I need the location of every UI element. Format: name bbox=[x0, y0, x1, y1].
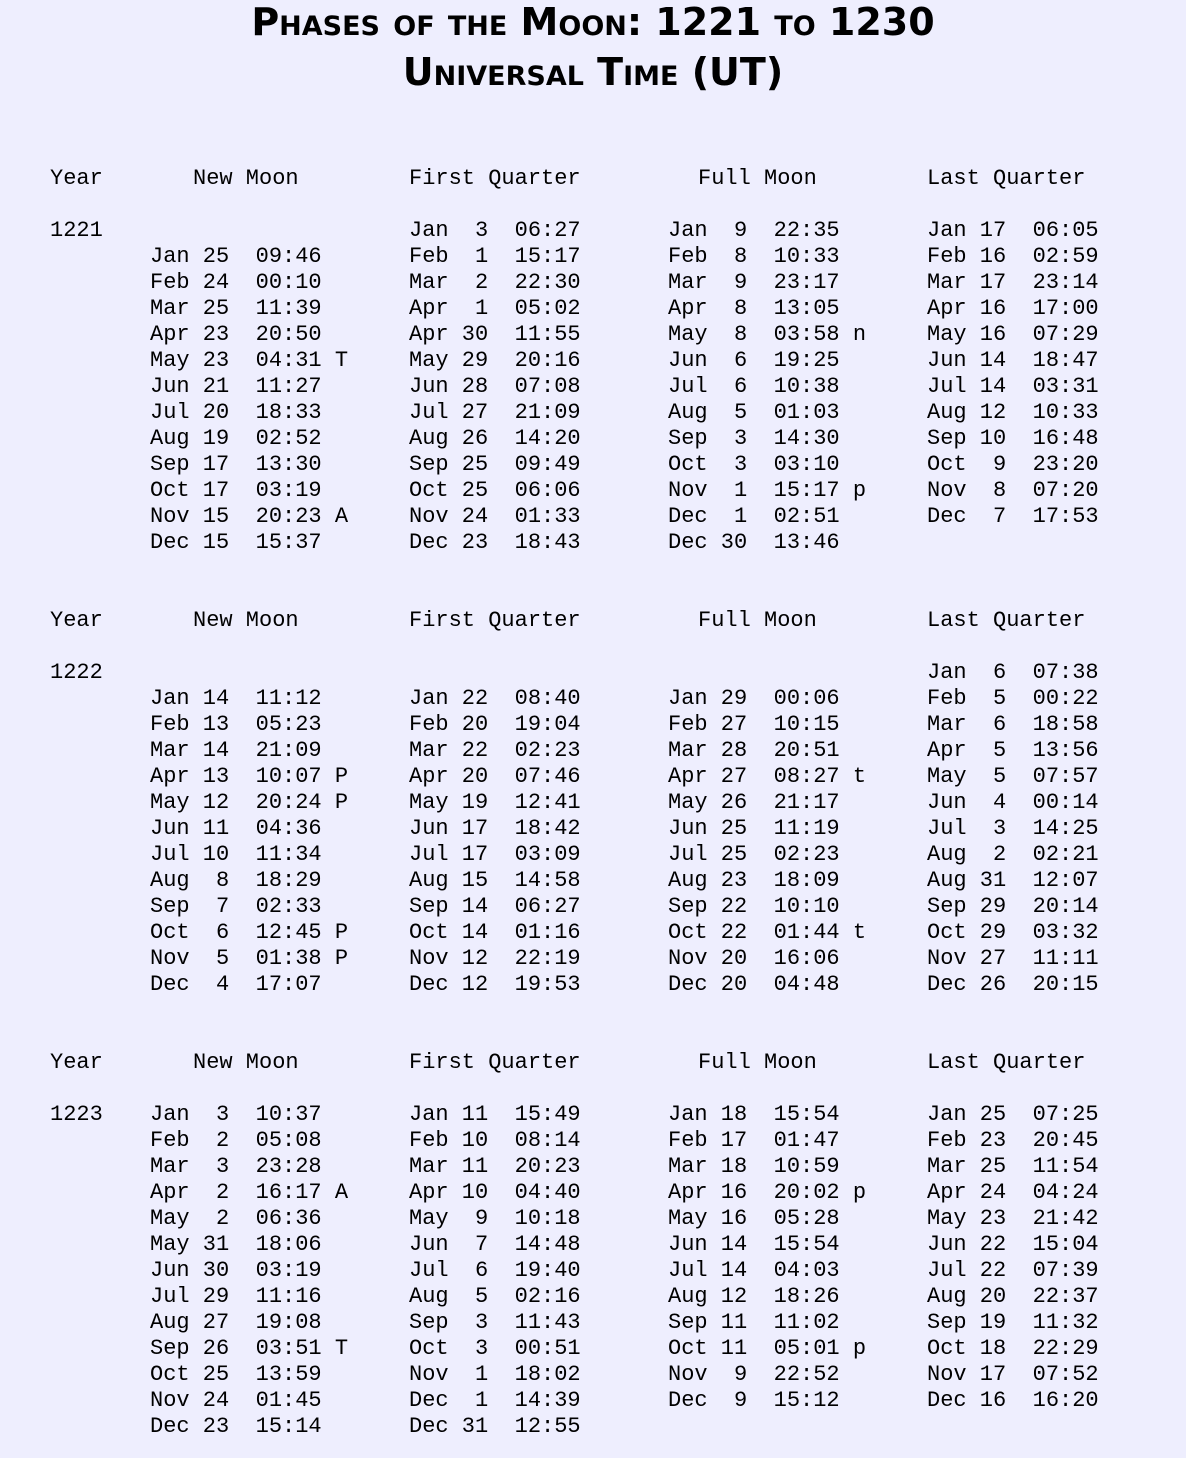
phase-entry-first-quarter: May 19 12:41 bbox=[409, 790, 581, 815]
phase-entry-full-moon: Jun 25 11:19 bbox=[668, 816, 840, 841]
phase-entry-new-moon: Apr 23 20:50 bbox=[150, 322, 322, 347]
page-subtitle: Universal Time (UT) bbox=[402, 50, 784, 94]
phase-entry-first-quarter: Aug 26 14:20 bbox=[409, 426, 581, 451]
phase-entry-new-moon: Oct 6 12:45 P bbox=[150, 920, 349, 945]
phase-entry-last-quarter: Jun 4 00:14 bbox=[927, 790, 1099, 815]
phase-entry-full-moon: Mar 9 23:17 bbox=[668, 270, 840, 295]
phase-entry-new-moon: Jul 10 11:34 bbox=[150, 842, 322, 867]
phase-entry-new-moon: Jun 11 04:36 bbox=[150, 816, 322, 841]
phase-entry-first-quarter: Dec 12 19:53 bbox=[409, 972, 581, 997]
phase-entry-full-moon: Nov 1 15:17 p bbox=[668, 478, 867, 503]
phase-entry-last-quarter: Sep 29 20:14 bbox=[927, 894, 1099, 919]
phase-entry-new-moon: Jul 20 18:33 bbox=[150, 400, 322, 425]
phase-entry-full-moon: Sep 3 14:30 bbox=[668, 426, 840, 451]
phase-entry-last-quarter: Oct 18 22:29 bbox=[927, 1336, 1099, 1361]
phase-entry-full-moon: Dec 1 02:51 bbox=[668, 504, 840, 529]
phase-entry-full-moon: Feb 8 10:33 bbox=[668, 244, 840, 269]
phase-entry-first-quarter: Dec 31 12:55 bbox=[409, 1414, 581, 1439]
phase-entry-last-quarter: Jul 3 14:25 bbox=[927, 816, 1099, 841]
header-year: Year bbox=[50, 166, 103, 191]
phase-entry-full-moon: Jul 14 04:03 bbox=[668, 1258, 840, 1283]
phase-entry-first-quarter: Feb 1 15:17 bbox=[409, 244, 581, 269]
phase-entry-full-moon: Feb 27 10:15 bbox=[668, 712, 840, 737]
phase-entry-full-moon: May 26 21:17 bbox=[668, 790, 840, 815]
phase-entry-full-moon: Aug 12 18:26 bbox=[668, 1284, 840, 1309]
phase-entry-first-quarter: Apr 1 05:02 bbox=[409, 296, 581, 321]
phase-entry-last-quarter: Mar 17 23:14 bbox=[927, 270, 1099, 295]
phase-entry-full-moon: Mar 28 20:51 bbox=[668, 738, 840, 763]
phase-entry-full-moon: Aug 23 18:09 bbox=[668, 868, 840, 893]
phase-entry-new-moon: Dec 4 17:07 bbox=[150, 972, 322, 997]
phase-entry-last-quarter: Oct 29 03:32 bbox=[927, 920, 1099, 945]
phase-entry-new-moon: Nov 15 20:23 A bbox=[150, 504, 349, 529]
phase-entry-full-moon: Sep 11 11:02 bbox=[668, 1310, 840, 1335]
phase-entry-first-quarter: Jan 3 06:27 bbox=[409, 218, 581, 243]
phase-entry-first-quarter: Sep 25 09:49 bbox=[409, 452, 581, 477]
phase-entry-last-quarter: Jul 14 03:31 bbox=[927, 374, 1099, 399]
phase-entry-new-moon: Oct 17 03:19 bbox=[150, 478, 322, 503]
phase-entry-new-moon: May 12 20:24 P bbox=[150, 790, 349, 815]
phase-entry-full-moon: Nov 9 22:52 bbox=[668, 1362, 840, 1387]
phase-entry-last-quarter: Aug 31 12:07 bbox=[927, 868, 1099, 893]
phase-entry-new-moon: Sep 17 13:30 bbox=[150, 452, 322, 477]
phase-entry-first-quarter: Jun 17 18:42 bbox=[409, 816, 581, 841]
phase-entry-last-quarter: Dec 26 20:15 bbox=[927, 972, 1099, 997]
header-first-quarter: First Quarter bbox=[409, 166, 581, 191]
phase-entry-last-quarter: Nov 8 07:20 bbox=[927, 478, 1099, 503]
phase-entry-first-quarter: Nov 1 18:02 bbox=[409, 1362, 581, 1387]
phase-entry-full-moon: Aug 5 01:03 bbox=[668, 400, 840, 425]
phase-entry-new-moon: Feb 24 00:10 bbox=[150, 270, 322, 295]
phase-entry-last-quarter: Aug 12 10:33 bbox=[927, 400, 1099, 425]
phase-entry-full-moon: Jun 6 19:25 bbox=[668, 348, 840, 373]
header-year: Year bbox=[50, 608, 103, 633]
phase-entry-full-moon: Dec 20 04:48 bbox=[668, 972, 840, 997]
phase-entry-full-moon: Jan 29 00:06 bbox=[668, 686, 840, 711]
phase-entry-first-quarter: Mar 22 02:23 bbox=[409, 738, 581, 763]
phase-entry-new-moon: Jun 21 11:27 bbox=[150, 374, 322, 399]
phase-entry-last-quarter: May 16 07:29 bbox=[927, 322, 1099, 347]
phase-entry-first-quarter: Jul 17 03:09 bbox=[409, 842, 581, 867]
phase-entry-full-moon: Apr 27 08:27 t bbox=[668, 764, 867, 789]
header-new-moon: New Moon bbox=[193, 1050, 299, 1075]
phase-entry-first-quarter: Sep 3 11:43 bbox=[409, 1310, 581, 1335]
phase-entry-last-quarter: Feb 16 02:59 bbox=[927, 244, 1099, 269]
phase-entry-last-quarter: Sep 19 11:32 bbox=[927, 1310, 1099, 1335]
phase-entry-full-moon: Feb 17 01:47 bbox=[668, 1128, 840, 1153]
phase-entry-last-quarter: May 23 21:42 bbox=[927, 1206, 1099, 1231]
phase-entry-new-moon: Nov 24 01:45 bbox=[150, 1388, 322, 1413]
phase-entry-full-moon: May 16 05:28 bbox=[668, 1206, 840, 1231]
phase-entry-last-quarter: Apr 16 17:00 bbox=[927, 296, 1099, 321]
phase-entry-new-moon: May 2 06:36 bbox=[150, 1206, 322, 1231]
phase-entry-full-moon: Sep 22 10:10 bbox=[668, 894, 840, 919]
phase-entry-full-moon: Dec 30 13:46 bbox=[668, 530, 840, 555]
phase-entry-first-quarter: Aug 5 02:16 bbox=[409, 1284, 581, 1309]
phase-entry-first-quarter: Jan 11 15:49 bbox=[409, 1102, 581, 1127]
phase-entry-first-quarter: Apr 30 11:55 bbox=[409, 322, 581, 347]
phase-entry-new-moon: Aug 8 18:29 bbox=[150, 868, 322, 893]
header-last-quarter: Last Quarter bbox=[927, 608, 1086, 633]
phase-entry-full-moon: Oct 22 01:44 t bbox=[668, 920, 867, 945]
phase-entry-first-quarter: May 9 10:18 bbox=[409, 1206, 581, 1231]
phase-entry-last-quarter: Apr 24 04:24 bbox=[927, 1180, 1099, 1205]
phase-entry-first-quarter: Jun 28 07:08 bbox=[409, 374, 581, 399]
phase-entry-full-moon: Oct 11 05:01 p bbox=[668, 1336, 867, 1361]
phase-entry-last-quarter: Sep 10 16:48 bbox=[927, 426, 1099, 451]
phase-entry-new-moon: Jan 3 10:37 bbox=[150, 1102, 322, 1127]
phase-entry-full-moon: Dec 9 15:12 bbox=[668, 1388, 840, 1413]
phase-entry-full-moon: Jul 25 02:23 bbox=[668, 842, 840, 867]
phase-entry-full-moon: Jan 9 22:35 bbox=[668, 218, 840, 243]
phase-entry-new-moon: Nov 5 01:38 P bbox=[150, 946, 349, 971]
year-label: 1222 bbox=[50, 660, 103, 685]
phase-entry-full-moon: Jul 6 10:38 bbox=[668, 374, 840, 399]
phase-entry-last-quarter: Dec 16 16:20 bbox=[927, 1388, 1099, 1413]
phase-entry-first-quarter: Apr 20 07:46 bbox=[409, 764, 581, 789]
year-label: 1221 bbox=[50, 218, 103, 243]
phase-entry-new-moon: Aug 27 19:08 bbox=[150, 1310, 322, 1335]
phase-entry-last-quarter: Jun 14 18:47 bbox=[927, 348, 1099, 373]
phase-entry-last-quarter: Dec 7 17:53 bbox=[927, 504, 1099, 529]
header-last-quarter: Last Quarter bbox=[927, 1050, 1086, 1075]
phase-entry-first-quarter: Feb 10 08:14 bbox=[409, 1128, 581, 1153]
phase-entry-new-moon: Sep 26 03:51 T bbox=[150, 1336, 349, 1361]
phase-entry-full-moon: Nov 20 16:06 bbox=[668, 946, 840, 971]
phase-entry-full-moon: Apr 16 20:02 p bbox=[668, 1180, 867, 1205]
phase-entry-last-quarter: Aug 2 02:21 bbox=[927, 842, 1099, 867]
phase-entry-new-moon: Feb 13 05:23 bbox=[150, 712, 322, 737]
phase-entry-last-quarter: Jun 22 15:04 bbox=[927, 1232, 1099, 1257]
phase-entry-new-moon: Dec 23 15:14 bbox=[150, 1414, 322, 1439]
phase-entry-first-quarter: Mar 11 20:23 bbox=[409, 1154, 581, 1179]
phase-entry-new-moon: Jul 29 11:16 bbox=[150, 1284, 322, 1309]
phase-entry-last-quarter: May 5 07:57 bbox=[927, 764, 1099, 789]
phase-entry-first-quarter: Jan 22 08:40 bbox=[409, 686, 581, 711]
phase-entry-last-quarter: Nov 27 11:11 bbox=[927, 946, 1099, 971]
phase-entry-first-quarter: Mar 2 22:30 bbox=[409, 270, 581, 295]
phase-entry-first-quarter: Jun 7 14:48 bbox=[409, 1232, 581, 1257]
phase-entry-first-quarter: Jul 6 19:40 bbox=[409, 1258, 581, 1283]
phase-entry-last-quarter: Jan 25 07:25 bbox=[927, 1102, 1099, 1127]
phase-entry-last-quarter: Apr 5 13:56 bbox=[927, 738, 1099, 763]
header-last-quarter: Last Quarter bbox=[927, 166, 1086, 191]
phase-entry-new-moon: Mar 14 21:09 bbox=[150, 738, 322, 763]
phase-entry-new-moon: Oct 25 13:59 bbox=[150, 1362, 322, 1387]
phase-entry-last-quarter: Aug 20 22:37 bbox=[927, 1284, 1099, 1309]
phase-entry-full-moon: Oct 3 03:10 bbox=[668, 452, 840, 477]
phase-entry-new-moon: May 23 04:31 T bbox=[150, 348, 349, 373]
phase-entry-first-quarter: Dec 23 18:43 bbox=[409, 530, 581, 555]
phase-entry-full-moon: Jun 14 15:54 bbox=[668, 1232, 840, 1257]
phase-entry-new-moon: May 31 18:06 bbox=[150, 1232, 322, 1257]
phase-entry-new-moon: Apr 13 10:07 P bbox=[150, 764, 349, 789]
phase-entry-full-moon: Apr 8 13:05 bbox=[668, 296, 840, 321]
phase-entry-last-quarter: Jan 17 06:05 bbox=[927, 218, 1099, 243]
phase-entry-first-quarter: May 29 20:16 bbox=[409, 348, 581, 373]
phase-entry-first-quarter: Nov 24 01:33 bbox=[409, 504, 581, 529]
phase-entry-new-moon: Mar 3 23:28 bbox=[150, 1154, 322, 1179]
phase-entry-new-moon: Apr 2 16:17 A bbox=[150, 1180, 349, 1205]
phase-entry-last-quarter: Nov 17 07:52 bbox=[927, 1362, 1099, 1387]
header-year: Year bbox=[50, 1050, 103, 1075]
phase-entry-new-moon: Aug 19 02:52 bbox=[150, 426, 322, 451]
header-full-moon: Full Moon bbox=[698, 166, 817, 191]
header-first-quarter: First Quarter bbox=[409, 1050, 581, 1075]
phase-entry-first-quarter: Aug 15 14:58 bbox=[409, 868, 581, 893]
year-label: 1223 bbox=[50, 1102, 103, 1127]
phase-entry-new-moon: Jun 30 03:19 bbox=[150, 1258, 322, 1283]
phase-entry-new-moon: Dec 15 15:37 bbox=[150, 530, 322, 555]
header-full-moon: Full Moon bbox=[698, 1050, 817, 1075]
phase-entry-last-quarter: Oct 9 23:20 bbox=[927, 452, 1099, 477]
phase-entry-new-moon: Jan 25 09:46 bbox=[150, 244, 322, 269]
header-first-quarter: First Quarter bbox=[409, 608, 581, 633]
phase-entry-last-quarter: Feb 5 00:22 bbox=[927, 686, 1099, 711]
phase-entry-first-quarter: Oct 3 00:51 bbox=[409, 1336, 581, 1361]
phase-entry-first-quarter: Oct 25 06:06 bbox=[409, 478, 581, 503]
header-new-moon: New Moon bbox=[193, 166, 299, 191]
phase-entry-first-quarter: Jul 27 21:09 bbox=[409, 400, 581, 425]
phase-entry-first-quarter: Nov 12 22:19 bbox=[409, 946, 581, 971]
phase-entry-first-quarter: Feb 20 19:04 bbox=[409, 712, 581, 737]
phase-entry-new-moon: Feb 2 05:08 bbox=[150, 1128, 322, 1153]
phase-entry-full-moon: Jan 18 15:54 bbox=[668, 1102, 840, 1127]
phase-entry-new-moon: Mar 25 11:39 bbox=[150, 296, 322, 321]
phase-entry-first-quarter: Dec 1 14:39 bbox=[409, 1388, 581, 1413]
phase-entry-new-moon: Sep 7 02:33 bbox=[150, 894, 322, 919]
phase-entry-first-quarter: Sep 14 06:27 bbox=[409, 894, 581, 919]
phase-entry-last-quarter: Mar 6 18:58 bbox=[927, 712, 1099, 737]
page-title: Phases of the Moon: 1221 to 1230 bbox=[251, 0, 935, 44]
phase-entry-full-moon: Mar 18 10:59 bbox=[668, 1154, 840, 1179]
phase-entry-first-quarter: Oct 14 01:16 bbox=[409, 920, 581, 945]
phase-entry-last-quarter: Jan 6 07:38 bbox=[927, 660, 1099, 685]
phase-entry-last-quarter: Jul 22 07:39 bbox=[927, 1258, 1099, 1283]
phase-entry-full-moon: May 8 03:58 n bbox=[668, 322, 867, 347]
phase-entry-new-moon: Jan 14 11:12 bbox=[150, 686, 322, 711]
header-new-moon: New Moon bbox=[193, 608, 299, 633]
phase-entry-first-quarter: Apr 10 04:40 bbox=[409, 1180, 581, 1205]
phase-entry-last-quarter: Feb 23 20:45 bbox=[927, 1128, 1099, 1153]
header-full-moon: Full Moon bbox=[698, 608, 817, 633]
phase-entry-last-quarter: Mar 25 11:54 bbox=[927, 1154, 1099, 1179]
